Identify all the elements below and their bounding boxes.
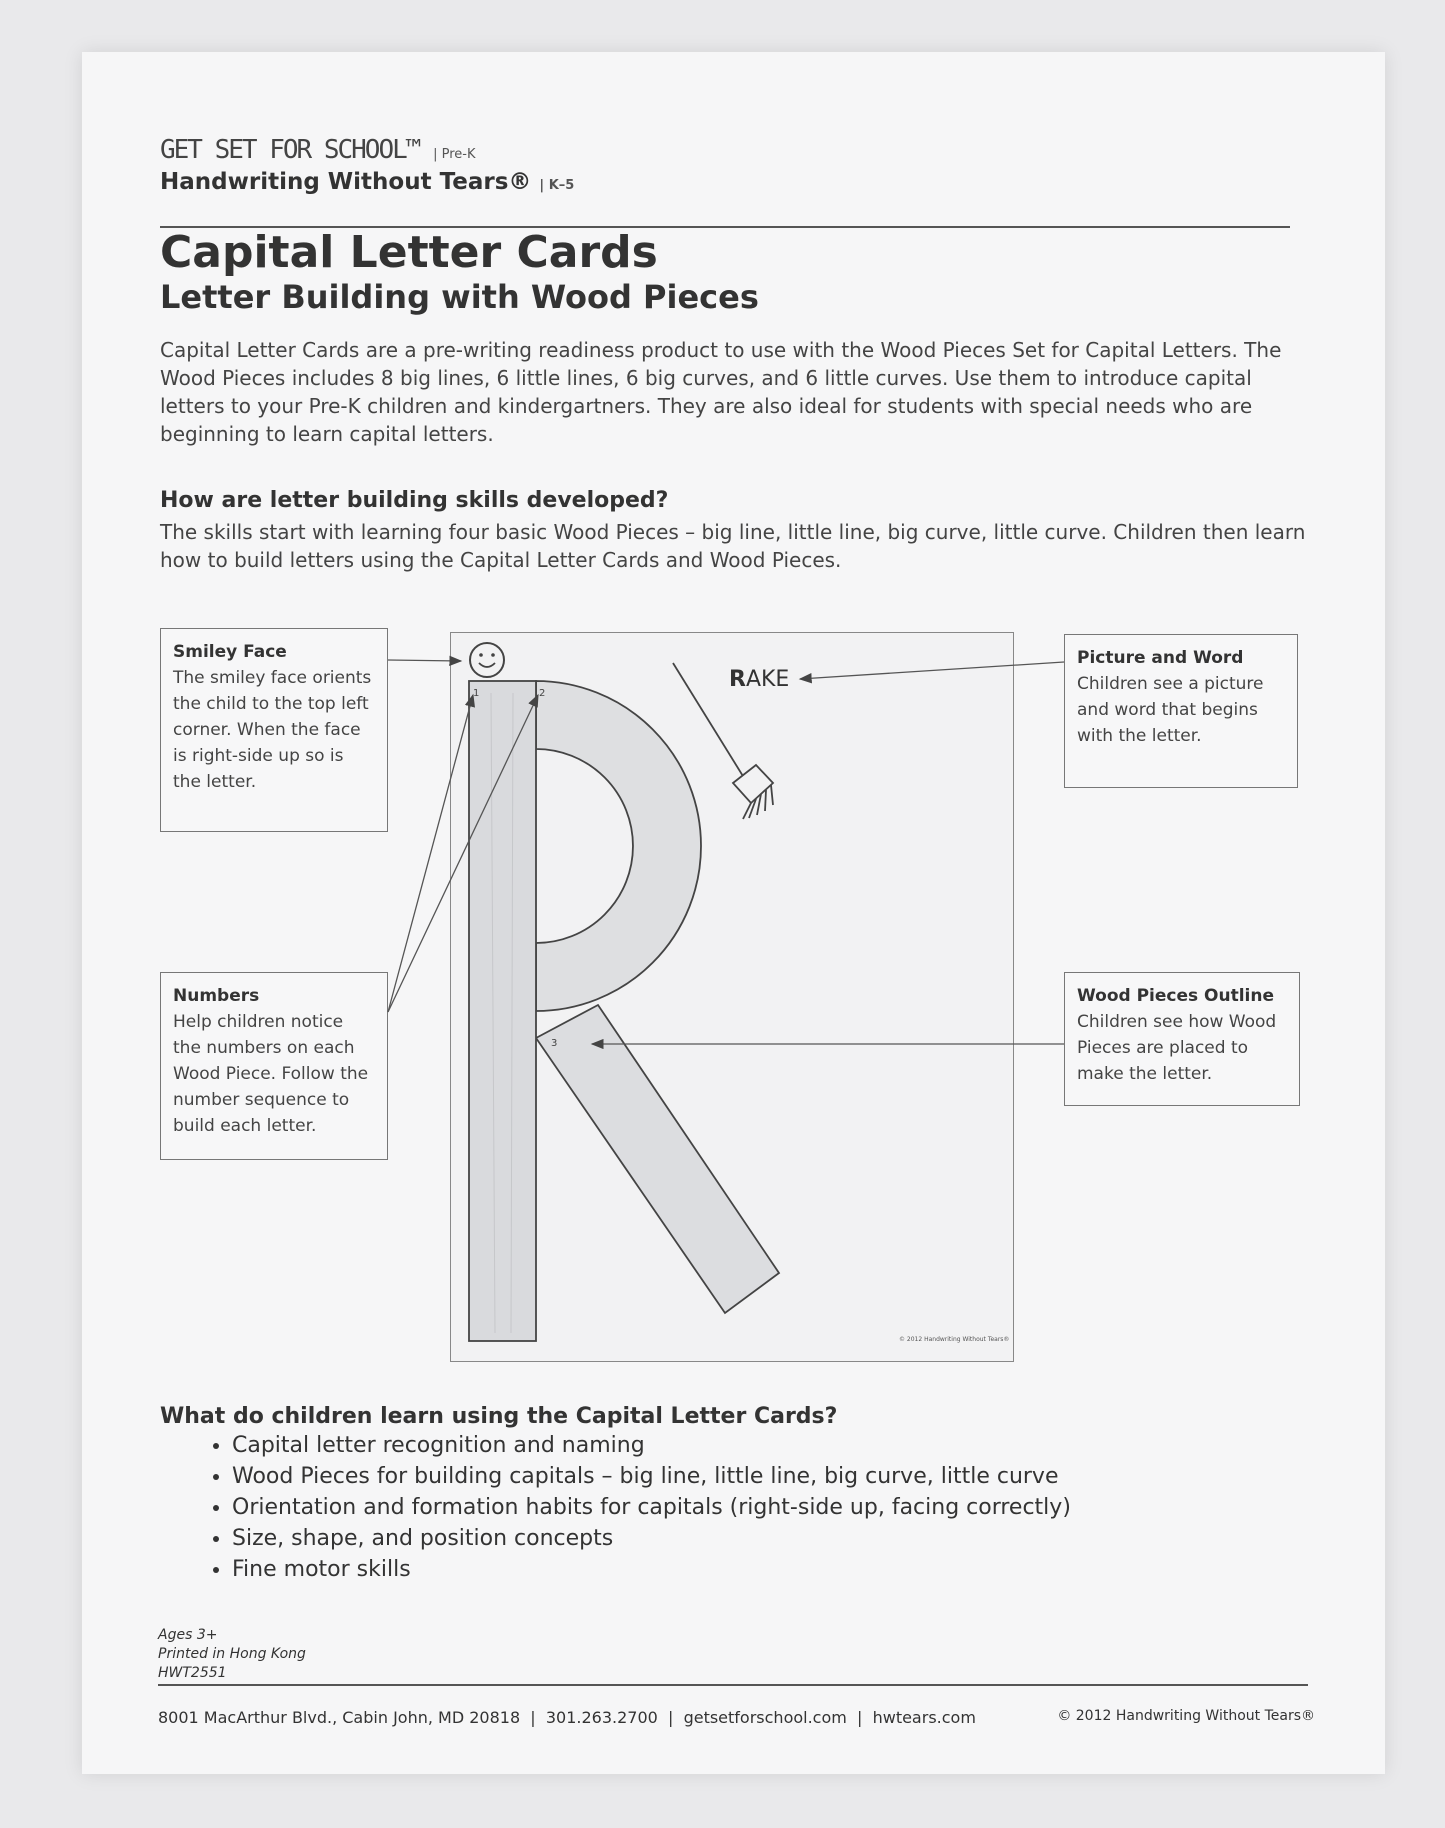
ages-text: Ages 3+ xyxy=(158,1627,218,1643)
brand-secondary-sub: | K–5 xyxy=(539,178,575,193)
intro-paragraph: Capital Letter Cards are a pre-writing readiness product to use with the Wood Pieces Set for Capital Letters. The Wood Pieces includes 8 big lines, 6 little lines, 6 big curves, and 6 little curves. Use them to introduce capital letters to your Pre-K children and kindergartners. They are also ideal for students with special needs who are beginning to learn capital letters. xyxy=(160,338,1282,446)
brand-secondary-text: Handwriting Without Tears xyxy=(160,169,509,195)
list-item: • Wood Pieces for building capitals – big line, little line, big curve, little curve xyxy=(232,1461,1071,1492)
printed-text: Printed in Hong Kong xyxy=(158,1646,306,1662)
brand-get-set-for-school: GET SET FOR SCHOOL™ | Pre-K xyxy=(160,135,476,165)
callout-smiley-body: The smiley face orients the child to the top left corner. When the face is right-side up so is the letter. xyxy=(173,668,372,792)
piece-number-1: 1 xyxy=(473,688,480,699)
skills-heading: How are letter building skills developed? xyxy=(160,488,669,513)
callout-smiley-title: Smiley Face xyxy=(173,642,287,662)
callout-picture-body: Children see a picture and word that begins with the letter. xyxy=(1077,674,1264,746)
learn-heading: What do children learn using the Capital Letter Cards? xyxy=(160,1404,838,1429)
footer-address: 8001 MacArthur Blvd., Cabin John, MD 20818 | 301.263.2700 | getsetforschool.com | hwtears.com xyxy=(158,1708,976,1727)
callout-outline-title: Wood Pieces Outline xyxy=(1077,986,1275,1006)
callout-outline-body: Children see how Wood Pieces are placed to make the letter. xyxy=(1077,1012,1277,1084)
brand-handwriting-without-tears: Handwriting Without Tears® | K–5 xyxy=(160,169,575,195)
learn-list xyxy=(202,1430,1071,1585)
list-item: • Orientation and formation habits for capitals (right-side up, facing correctly) xyxy=(232,1492,1071,1523)
callout-picture-title: Picture and Word xyxy=(1077,648,1244,668)
card-copyright: © 2012 Handwriting Without Tears® xyxy=(899,1336,1010,1343)
page-title: Capital Letter Cards xyxy=(160,227,658,278)
footer-divider xyxy=(158,1684,1308,1686)
piece-number-3: 3 xyxy=(551,1038,558,1049)
page-subtitle: Letter Building with Wood Pieces xyxy=(160,278,759,316)
footer-copyright: © 2012 Handwriting Without Tears® xyxy=(1057,1708,1315,1724)
card-word-first-letter: R xyxy=(729,667,746,692)
list-item: • Capital letter recognition and naming xyxy=(232,1430,1071,1461)
product-code: HWT2551 xyxy=(158,1665,227,1681)
product-info xyxy=(158,1626,306,1683)
callout-numbers-title: Numbers xyxy=(173,986,260,1006)
callout-numbers-body: Help children notice the numbers on each Wood Piece. Follow the number sequence to build each letter. xyxy=(173,1012,369,1136)
brand-primary-text: GET SET FOR SCHOOL xyxy=(160,135,406,165)
product-sheet xyxy=(82,52,1385,1774)
skills-paragraph: The skills start with learning four basic Wood Pieces – big line, little line, big curve, little curve. Children then learn how to build letters using the Capital Letter Cards and Wood Pieces. xyxy=(160,520,1306,572)
list-item: • Size, shape, and position concepts xyxy=(232,1523,1071,1554)
brand-primary-sub: | Pre-K xyxy=(433,147,476,162)
list-item: • Fine motor skills xyxy=(232,1554,1071,1585)
card-word-rest: AKE xyxy=(745,667,790,692)
piece-number-2: 2 xyxy=(539,688,546,699)
